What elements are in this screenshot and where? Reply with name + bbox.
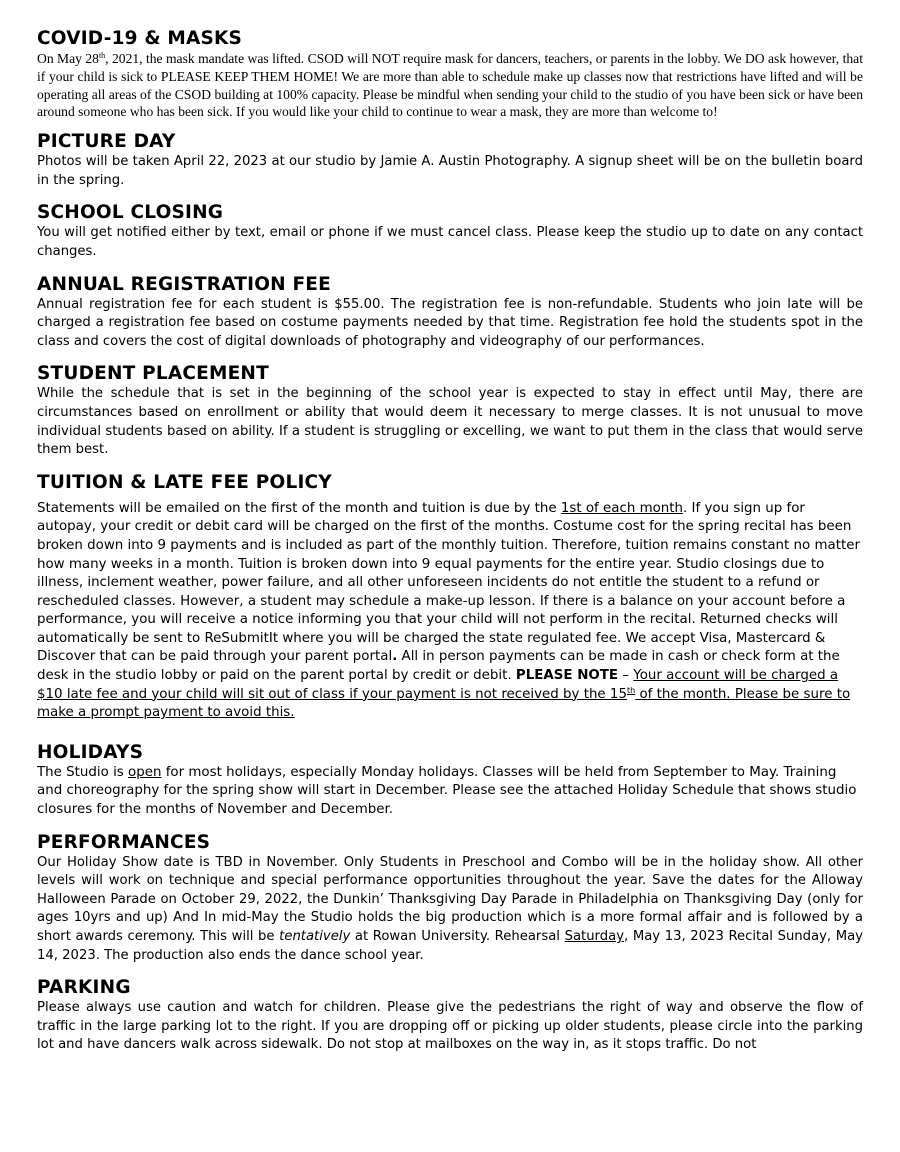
section-student-placement (37, 363, 863, 459)
section-heading: HOLIDAYS (37, 741, 144, 763)
section-body (37, 50, 863, 121)
italic-text: tentatively (279, 929, 351, 944)
section-heading: PICTURE DAY (37, 131, 176, 153)
section-body: Photos will be taken April 22, 2023 at our studio by Jamie A. Austin Photography. A signup sheet will be on the bulletin board in the spring. (37, 154, 863, 188)
section-body: Annual registration fee for each student is $55.00. The registration fee is non-refundable. Students who join late will be charged a registration fee based on costume payments needed by that time. Registration fee hold the students spot in the class and covers the cost of digital downloads of photography and videography of our performances. (37, 296, 863, 349)
body-text: On May 28 (37, 51, 99, 66)
section-heading: PARKING (37, 977, 131, 999)
underlined-text: Saturday (564, 929, 625, 944)
body-text: at Rowan University. Rehearsal (350, 929, 565, 944)
document-page (37, 28, 863, 1055)
section-tuition-policy (37, 472, 863, 723)
superscript: th (98, 51, 106, 60)
late-fee-warning: Your account will be charged a $10 late fee and your child will sit out of class if your payment is not received by the 15 (37, 668, 839, 702)
body-text: Statements will be emailed on the first of the month and tuition is due by the (37, 500, 561, 516)
please-note-label: PLEASE NOTE (515, 668, 619, 684)
section-body: You will get notified either by text, email or phone if we must cancel class. Please keep the studio up to date on any contact changes. (37, 225, 863, 259)
section-picture-day (37, 131, 863, 190)
superscript: th (626, 685, 636, 695)
bold-text: . (392, 649, 398, 665)
late-fee-warning: of the month. Please be sure to make a prompt payment to avoid this. (37, 686, 851, 721)
section-heading: ANNUAL REGISTRATION FEE (37, 273, 331, 295)
section-body: While the schedule that is set in the beginning of the school year is expected to stay in effect until May, there are circumstances based on enrollment or ability that would deem it necessary to merge classes. It is not unusual to move individual students based on ability. If a student is struggling or excelling, we want to put them in the class that would serve them best. (37, 386, 863, 458)
section-covid-masks (37, 28, 863, 121)
section-school-closing (37, 202, 863, 261)
section-body (37, 764, 863, 820)
underlined-text: 1st of each month (560, 500, 684, 516)
section-heading: SCHOOL CLOSING (37, 202, 224, 224)
section-parking (37, 977, 863, 1055)
body-text: All in person payments can be made in cash or check form at the desk in the studio lobby or paid on the parent portal by credit or debit. (37, 649, 840, 684)
body-text: for most holidays, especially Monday holidays. Classes will be held from September to May. Training and choreography for the spring show will start in December. Please see the attached Holiday Schedule that shows studio closures for the months of November and December. (37, 764, 857, 818)
body-text: . If you sign up for autopay, your credit or debit card will be charged on the first of the months. Costume cost for the spring recital has been broken down into 9 payments and is included as part of the monthly tuition. Therefore, tuition remains constant no matter how many weeks in a month. Tuition is broken down into 9 equal payments for the entire year. Studio closings due to illness, inclement weather, power failure, and all other unforeseen incidents do not entitle the student to a refund or rescheduled classes. However, a student may schedule a make-up lesson. If there is a balance on your account before a performance, you will receive a notice informing you that your child will not perform in the recital. Returned checks will automatically be sent to ReSubmitIt where you will be charged the state regulated fee. We accept Visa, Mastercard & Discover that can be paid through your parent portal (37, 500, 860, 665)
body-text: , 2021, the mask mandate was lifted. CSOD will NOT require mask for dancers, teachers, or parents in the lobby. We DO ask however, that if your child is sick to PLEASE KEEP THEM HOME! We are more than able to schedule make up classes now that restrictions have lifted and will be operating all areas of the CSOD building at 100% capacity. Please be mindful when sending your child to the studio of you have been sick or have been around someone who has been sick. If you would like your child to continue to wear a mask, they are more than welcome to! (37, 51, 863, 120)
section-heading: TUITION & LATE FEE POLICY (37, 471, 332, 493)
section-body: Please always use caution and watch for children. Please give the pedestrians the right of way and observe the flow of traffic in the large parking lot to the right. If you are dropping off or picking up older students, please circle into the parking lot and have dancers walk across sidewalk. Do not stop at mailboxes on the way in, as it stops traffic. Do not (37, 1000, 863, 1053)
section-body (37, 500, 863, 723)
section-registration-fee (37, 274, 863, 352)
body-text: – (618, 668, 634, 684)
body-text: The Studio is (37, 764, 129, 780)
body-text: , May 13, 2023 Recital Sunday, May 14, 2023. The production also ends the dance school year. (37, 929, 863, 963)
section-holidays (37, 742, 863, 820)
section-heading: STUDENT PLACEMENT (37, 363, 269, 385)
section-heading: PERFORMANCES (37, 831, 211, 853)
section-heading: COVID-19 & MASKS (37, 28, 243, 49)
underlined-text: open (128, 764, 162, 780)
body-text: Our Holiday Show date is TBD in November. Only Students in Preschool and Combo will be in the holiday show. All other levels will work on technique and special performance opportunities throughout the year. Save the dates for the Alloway Halloween Parade on October 29, 2022, the Dunkin’ Thanksgiving Day Parade in Philadelphia on Thanksgiving Day (only for ages 10yrs and up) And In mid-May the Studio holds the big production which is a more formal affair and is followed by a short awards ceremony. This will be (37, 854, 863, 944)
section-body (37, 854, 863, 966)
section-performances (37, 832, 863, 966)
